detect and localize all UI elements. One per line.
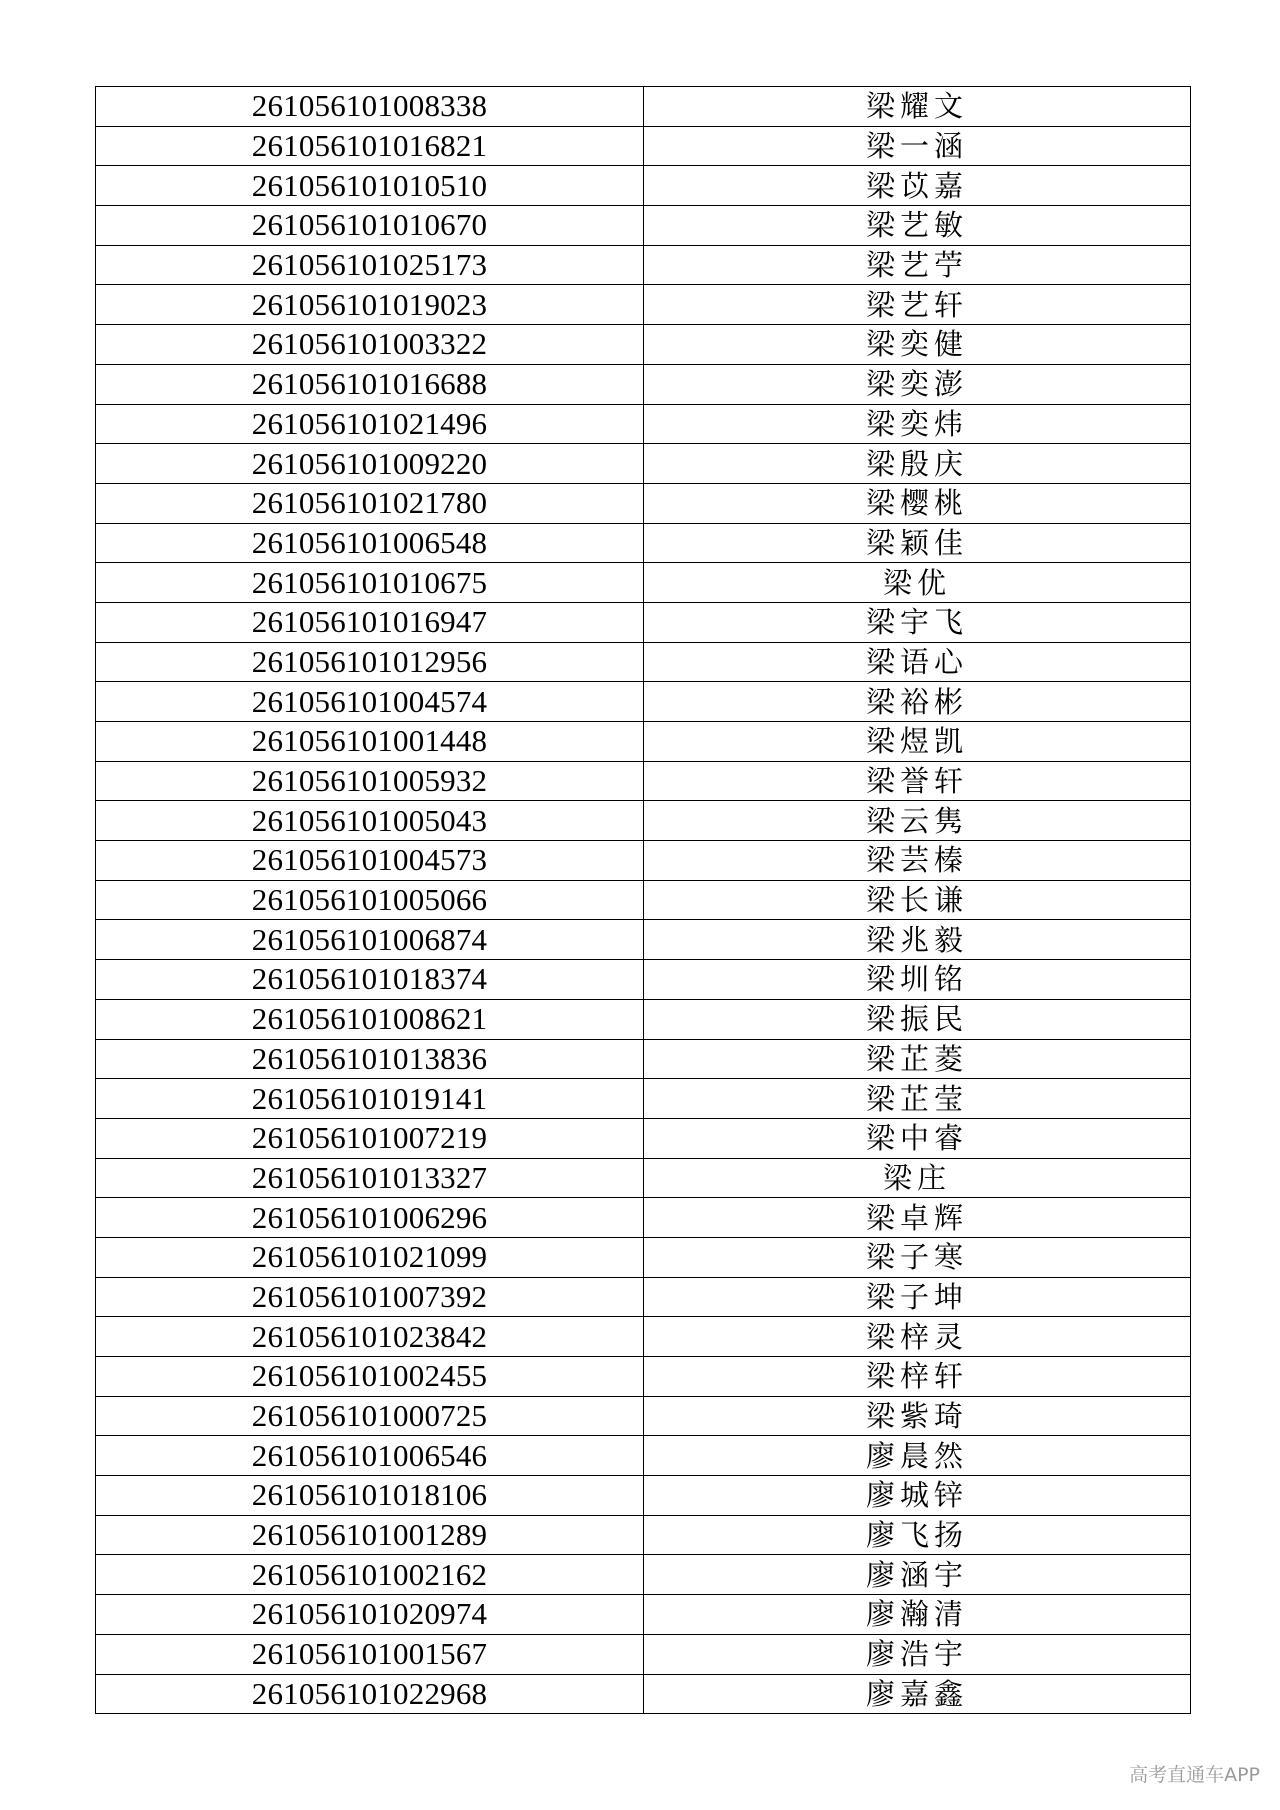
candidate-id-cell: 261056101012956 — [96, 642, 644, 682]
candidate-name-cell: 梁卓辉 — [644, 1198, 1191, 1238]
table-row — [96, 642, 1191, 682]
candidate-name-cell: 梁樱桃 — [644, 483, 1191, 523]
table-row — [96, 483, 1191, 523]
table-row — [96, 1634, 1191, 1674]
table-row — [96, 999, 1191, 1039]
watermark-text: 高考直通车APP — [1129, 1764, 1260, 1786]
candidate-id-cell: 261056101007219 — [96, 1118, 644, 1158]
candidate-id-cell: 261056101021780 — [96, 483, 644, 523]
table-row — [96, 1198, 1191, 1238]
candidate-id-cell: 261056101006874 — [96, 920, 644, 960]
candidate-id-cell: 261056101010670 — [96, 206, 644, 246]
candidate-name-cell: 梁中睿 — [644, 1118, 1191, 1158]
candidate-id-cell: 261056101007392 — [96, 1277, 644, 1317]
table-row — [96, 1476, 1191, 1516]
candidate-id-cell: 261056101016947 — [96, 602, 644, 642]
candidate-id-cell: 261056101005932 — [96, 761, 644, 801]
candidate-id-cell: 261056101006296 — [96, 1198, 644, 1238]
table-row — [96, 1555, 1191, 1595]
table-row — [96, 1277, 1191, 1317]
candidate-name-cell: 梁裕彬 — [644, 682, 1191, 722]
candidate-id-cell: 261056101001448 — [96, 722, 644, 762]
table-row — [96, 1515, 1191, 1555]
candidate-table — [95, 86, 1191, 1714]
candidate-name-cell: 梁芷菱 — [644, 1039, 1191, 1079]
table-row — [96, 1317, 1191, 1357]
candidate-name-cell: 廖城锌 — [644, 1476, 1191, 1516]
candidate-name-cell: 梁梓轩 — [644, 1357, 1191, 1397]
candidate-id-cell: 261056101022968 — [96, 1674, 644, 1714]
table-row — [96, 206, 1191, 246]
candidate-name-cell: 梁奕澎 — [644, 364, 1191, 404]
table-row — [96, 960, 1191, 1000]
candidate-id-cell: 261056101000725 — [96, 1396, 644, 1436]
table-row — [96, 1079, 1191, 1119]
table-row — [96, 364, 1191, 404]
candidate-name-cell: 梁子寒 — [644, 1237, 1191, 1277]
candidate-name-cell: 梁芷莹 — [644, 1079, 1191, 1119]
candidate-name-cell: 梁梓灵 — [644, 1317, 1191, 1357]
table-row — [96, 602, 1191, 642]
candidate-id-cell: 261056101023842 — [96, 1317, 644, 1357]
candidate-name-cell: 梁艺敏 — [644, 206, 1191, 246]
table-row — [96, 325, 1191, 365]
table-row — [96, 285, 1191, 325]
candidate-id-cell: 261056101018106 — [96, 1476, 644, 1516]
candidate-name-cell: 梁苡嘉 — [644, 166, 1191, 206]
candidate-id-cell: 261056101020974 — [96, 1595, 644, 1635]
candidate-id-cell: 261056101006546 — [96, 1436, 644, 1476]
candidate-name-cell: 梁子坤 — [644, 1277, 1191, 1317]
candidate-name-cell: 梁长谦 — [644, 880, 1191, 920]
candidate-name-cell: 梁艺轩 — [644, 285, 1191, 325]
table-row — [96, 722, 1191, 762]
candidate-name-cell: 梁奕健 — [644, 325, 1191, 365]
candidate-name-cell: 梁誉轩 — [644, 761, 1191, 801]
candidate-id-cell: 261056101002162 — [96, 1555, 644, 1595]
candidate-id-cell: 261056101018374 — [96, 960, 644, 1000]
table-row — [96, 1039, 1191, 1079]
table-row — [96, 1436, 1191, 1476]
candidate-name-cell: 廖嘉鑫 — [644, 1674, 1191, 1714]
candidate-id-cell: 261056101004573 — [96, 841, 644, 881]
table-row — [96, 166, 1191, 206]
table-row — [96, 761, 1191, 801]
candidate-id-cell: 261056101005066 — [96, 880, 644, 920]
table-row — [96, 523, 1191, 563]
candidate-id-cell: 261056101008338 — [96, 87, 644, 127]
candidate-name-cell: 廖涵宇 — [644, 1555, 1191, 1595]
candidate-id-cell: 261056101005043 — [96, 801, 644, 841]
candidate-name-cell: 廖飞扬 — [644, 1515, 1191, 1555]
table-row — [96, 880, 1191, 920]
candidate-name-cell: 梁圳铭 — [644, 960, 1191, 1000]
table-row — [96, 404, 1191, 444]
candidate-id-cell: 261056101004574 — [96, 682, 644, 722]
candidate-id-cell: 261056101006548 — [96, 523, 644, 563]
candidate-name-cell: 廖晨然 — [644, 1436, 1191, 1476]
table-row — [96, 682, 1191, 722]
table-row — [96, 126, 1191, 166]
candidate-name-cell: 梁煜凯 — [644, 722, 1191, 762]
candidate-name-cell: 梁庄 — [644, 1158, 1191, 1198]
candidate-name-cell: 梁兆毅 — [644, 920, 1191, 960]
candidate-id-cell: 261056101003322 — [96, 325, 644, 365]
table-row — [96, 1396, 1191, 1436]
candidate-id-cell: 261056101001567 — [96, 1634, 644, 1674]
candidate-name-cell: 梁艺苧 — [644, 245, 1191, 285]
candidate-name-cell: 梁殷庆 — [644, 444, 1191, 484]
candidate-name-cell: 梁振民 — [644, 999, 1191, 1039]
candidate-id-cell: 261056101001289 — [96, 1515, 644, 1555]
candidate-id-cell: 261056101002455 — [96, 1357, 644, 1397]
candidate-id-cell: 261056101019023 — [96, 285, 644, 325]
candidate-table-body — [96, 87, 1191, 1714]
candidate-id-cell: 261056101008621 — [96, 999, 644, 1039]
candidate-name-cell: 梁语心 — [644, 642, 1191, 682]
candidate-name-cell: 梁紫琦 — [644, 1396, 1191, 1436]
candidate-id-cell: 261056101025173 — [96, 245, 644, 285]
table-row — [96, 87, 1191, 127]
table-row — [96, 245, 1191, 285]
candidate-name-cell: 梁宇飞 — [644, 602, 1191, 642]
candidate-id-cell: 261056101019141 — [96, 1079, 644, 1119]
candidate-id-cell: 261056101016821 — [96, 126, 644, 166]
table-row — [96, 801, 1191, 841]
candidate-id-cell: 261056101009220 — [96, 444, 644, 484]
table-row — [96, 1118, 1191, 1158]
candidate-id-cell: 261056101016688 — [96, 364, 644, 404]
candidate-name-cell: 梁耀文 — [644, 87, 1191, 127]
candidate-name-cell: 廖瀚清 — [644, 1595, 1191, 1635]
candidate-name-cell: 梁优 — [644, 563, 1191, 603]
candidate-id-cell: 261056101021099 — [96, 1237, 644, 1277]
table-row — [96, 1674, 1191, 1714]
candidate-name-cell: 梁颖佳 — [644, 523, 1191, 563]
table-row — [96, 1237, 1191, 1277]
candidate-name-cell: 梁一涵 — [644, 126, 1191, 166]
candidate-id-cell: 261056101010510 — [96, 166, 644, 206]
table-row — [96, 563, 1191, 603]
table-row — [96, 1357, 1191, 1397]
table-row — [96, 841, 1191, 881]
candidate-name-cell: 梁云隽 — [644, 801, 1191, 841]
candidate-id-cell: 261056101010675 — [96, 563, 644, 603]
table-row — [96, 444, 1191, 484]
candidate-id-cell: 261056101013327 — [96, 1158, 644, 1198]
table-row — [96, 920, 1191, 960]
candidate-name-cell: 廖浩宇 — [644, 1634, 1191, 1674]
candidate-name-cell: 梁芸榛 — [644, 841, 1191, 881]
table-row — [96, 1595, 1191, 1635]
candidate-id-cell: 261056101013836 — [96, 1039, 644, 1079]
candidate-name-cell: 梁奕炜 — [644, 404, 1191, 444]
candidate-id-cell: 261056101021496 — [96, 404, 644, 444]
table-row — [96, 1158, 1191, 1198]
